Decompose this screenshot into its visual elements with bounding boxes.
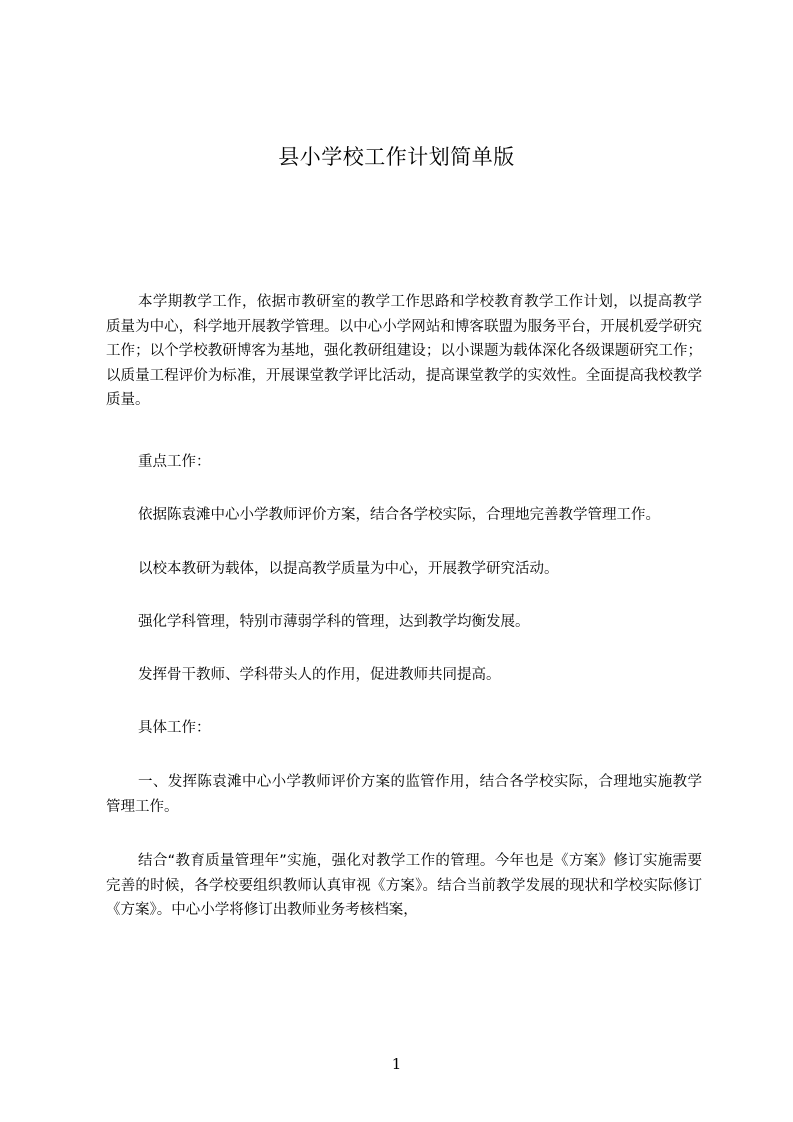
section-one-heading: 一、发挥陈袁滩中心小学教师评价方案的监管作用，结合各学校实际，合理地实施教学管理工作。 (106, 774, 702, 815)
section-one-body: 结合“教育质量管理年”实施，强化对教学工作的管理。今年也是《方案》修订实施需要完善的时候，各学校要组织教师认真审视《方案》。结合当前教学发展的现状和学校实际修订《方案》。中心小学将修订出教师业务考核档案， (106, 853, 702, 918)
key-work-item-2: 以校本教研为载体，以提高教学质量为中心，开展教学研究活动。 (138, 561, 559, 577)
key-work-heading: 重点工作： (138, 454, 211, 470)
document-title: 县小学校工作计划简单版 (278, 145, 515, 169)
key-work-item-1: 依据陈袁滩中心小学教师评价方案，结合各学校实际，合理地完善教学管理工作。 (138, 507, 660, 523)
intro-paragraph: 本学期教学工作，依据市教研室的教学工作思路和学校教育教学工作计划，以提高教学质量为中心，科学地开展教学管理。以中心小学网站和博客联盟为服务平台，开展机爱学研究工作；以个学校教研博客为基地，强化教研组建设；以小课题为载体深化各级课题研究工作；以质量工程评价为标准，开展课堂教学评比活动，提高课堂教学的实效性。全面提高我校教学质量。 (106, 294, 702, 408)
key-work-item-4: 发挥骨干教师、学科带头人的作用，促进教师共同提高。 (138, 667, 501, 683)
page-number: 1 (391, 1055, 402, 1073)
key-work-item-3: 强化学科管理，特别市薄弱学科的管理，达到教学均衡发展。 (138, 614, 530, 630)
specific-work-heading: 具体工作： (138, 720, 211, 736)
